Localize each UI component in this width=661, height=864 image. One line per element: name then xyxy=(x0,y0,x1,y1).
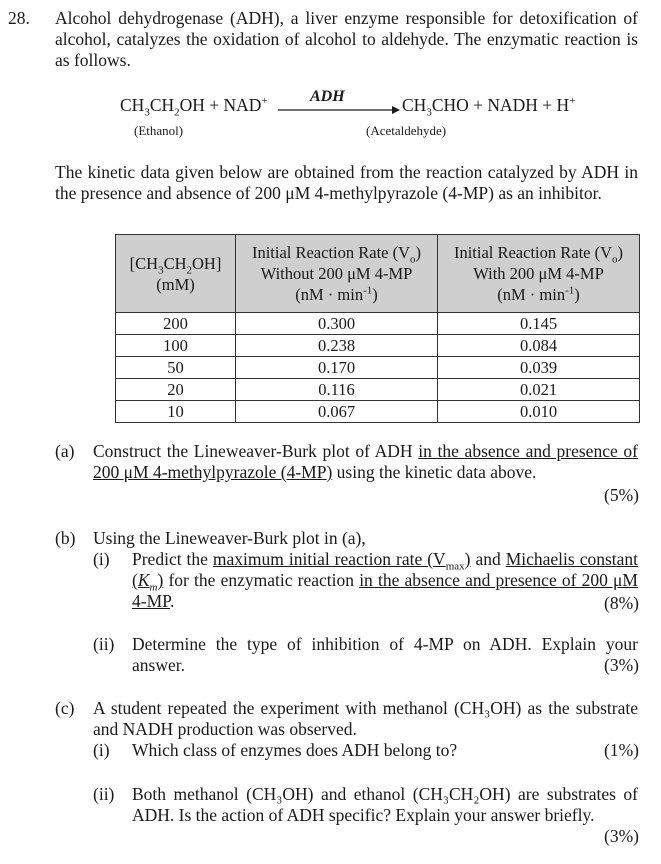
header-rate-without: Initial Reaction Rate $(V_o)$ Without 200 μM 4-MP $(nM \cdot \min^{-1})$ xyxy=(236,235,438,313)
equation-products: $CH_3CHO$ + NADH + H+ xyxy=(402,95,576,119)
part-c-ii-marks: (3%) xyxy=(604,826,639,846)
part-c-i-label: (i) xyxy=(93,740,110,760)
substrate-label: (Ethanol) xyxy=(134,123,184,138)
product-label: (Acetaldehyde) xyxy=(366,123,447,138)
part-b-i-marks: (8%) xyxy=(604,593,639,613)
part-b-text: Using the Lineweaver-Burk plot in (a), xyxy=(93,528,366,548)
equation-enzyme: ADH xyxy=(310,88,345,105)
part-b-label: (b) xyxy=(55,528,76,548)
part-c-i-marks: (1%) xyxy=(604,740,639,760)
table-row: 20 0.116 0.021 xyxy=(116,379,640,401)
header-concentration: $[CH_3CH_2OH]$ (mM) xyxy=(116,235,236,313)
part-c-label: (c) xyxy=(55,698,75,718)
table-row: 50 0.170 0.039 xyxy=(116,357,640,379)
kinetic-data-table xyxy=(115,234,640,423)
part-b-ii-label: (ii) xyxy=(93,634,115,654)
part-a-label: (a) xyxy=(55,441,75,461)
part-b-ii-text: Determine the type of inhibition of 4-MP on ADH. Explain your answer. xyxy=(132,634,638,675)
header-rate-with: Initial Reaction Rate $(V_o)$ With 200 μM 4-MP $(nM \cdot \min^{-1})$ xyxy=(438,235,640,313)
table-row: 200 0.300 0.145 xyxy=(116,313,640,335)
part-a-text: Construct the Lineweaver-Burk plot of ADH in the absence and presence of 200 μM 4-methylpyrazole (4-MP) using the kinetic data above. xyxy=(93,441,638,482)
reaction-arrow-icon xyxy=(278,104,400,116)
kinetic-data-intro: The kinetic data given below are obtained from the reaction catalyzed by ADH in the presence and absence of 200 μM 4-methylpyrazole (4-MP) as an inhibitor. xyxy=(55,162,638,203)
part-a-marks: (5%) xyxy=(604,485,639,505)
part-b-i-label: (i) xyxy=(93,549,110,569)
question-number: 28. xyxy=(8,8,30,28)
reaction-equation xyxy=(120,88,640,148)
part-c-ii-label: (ii) xyxy=(93,784,115,804)
table-row: 100 0.238 0.084 xyxy=(116,335,640,357)
equation-reactants: $CH_3CH_2OH + NAD^+$ xyxy=(120,95,268,119)
table-header-row xyxy=(116,235,640,313)
part-c-i-text: Which class of enzymes does ADH belong to? xyxy=(132,740,458,760)
part-b-ii-marks: (3%) xyxy=(604,655,639,675)
part-c-ii-text: Both methanol (CH₃OH) and ethanol (CH₃CH₂OH) are substrates of ADH. Is the action of ADH specific? Explain your answer briefly. xyxy=(132,784,638,825)
question-intro: Alcohol dehydrogenase (ADH), a liver enzyme responsible for detoxification of alcohol, catalyzes the oxidation of alcohol to aldehyde. The enzymatic reaction is as follows. xyxy=(55,8,638,70)
part-b-i-text: Predict the maximum initial reaction rate $(V_{max})$ and Michaelis constant $(K_m)$ for the enzymatic reaction in the absence and presence of 200 μM 4-MP. xyxy=(132,549,639,611)
table-row: 10 0.067 0.010 xyxy=(116,401,640,423)
part-c-text: A student repeated the experiment with methanol (CH₃OH) as the substrate and NADH production was observed. xyxy=(93,698,638,739)
